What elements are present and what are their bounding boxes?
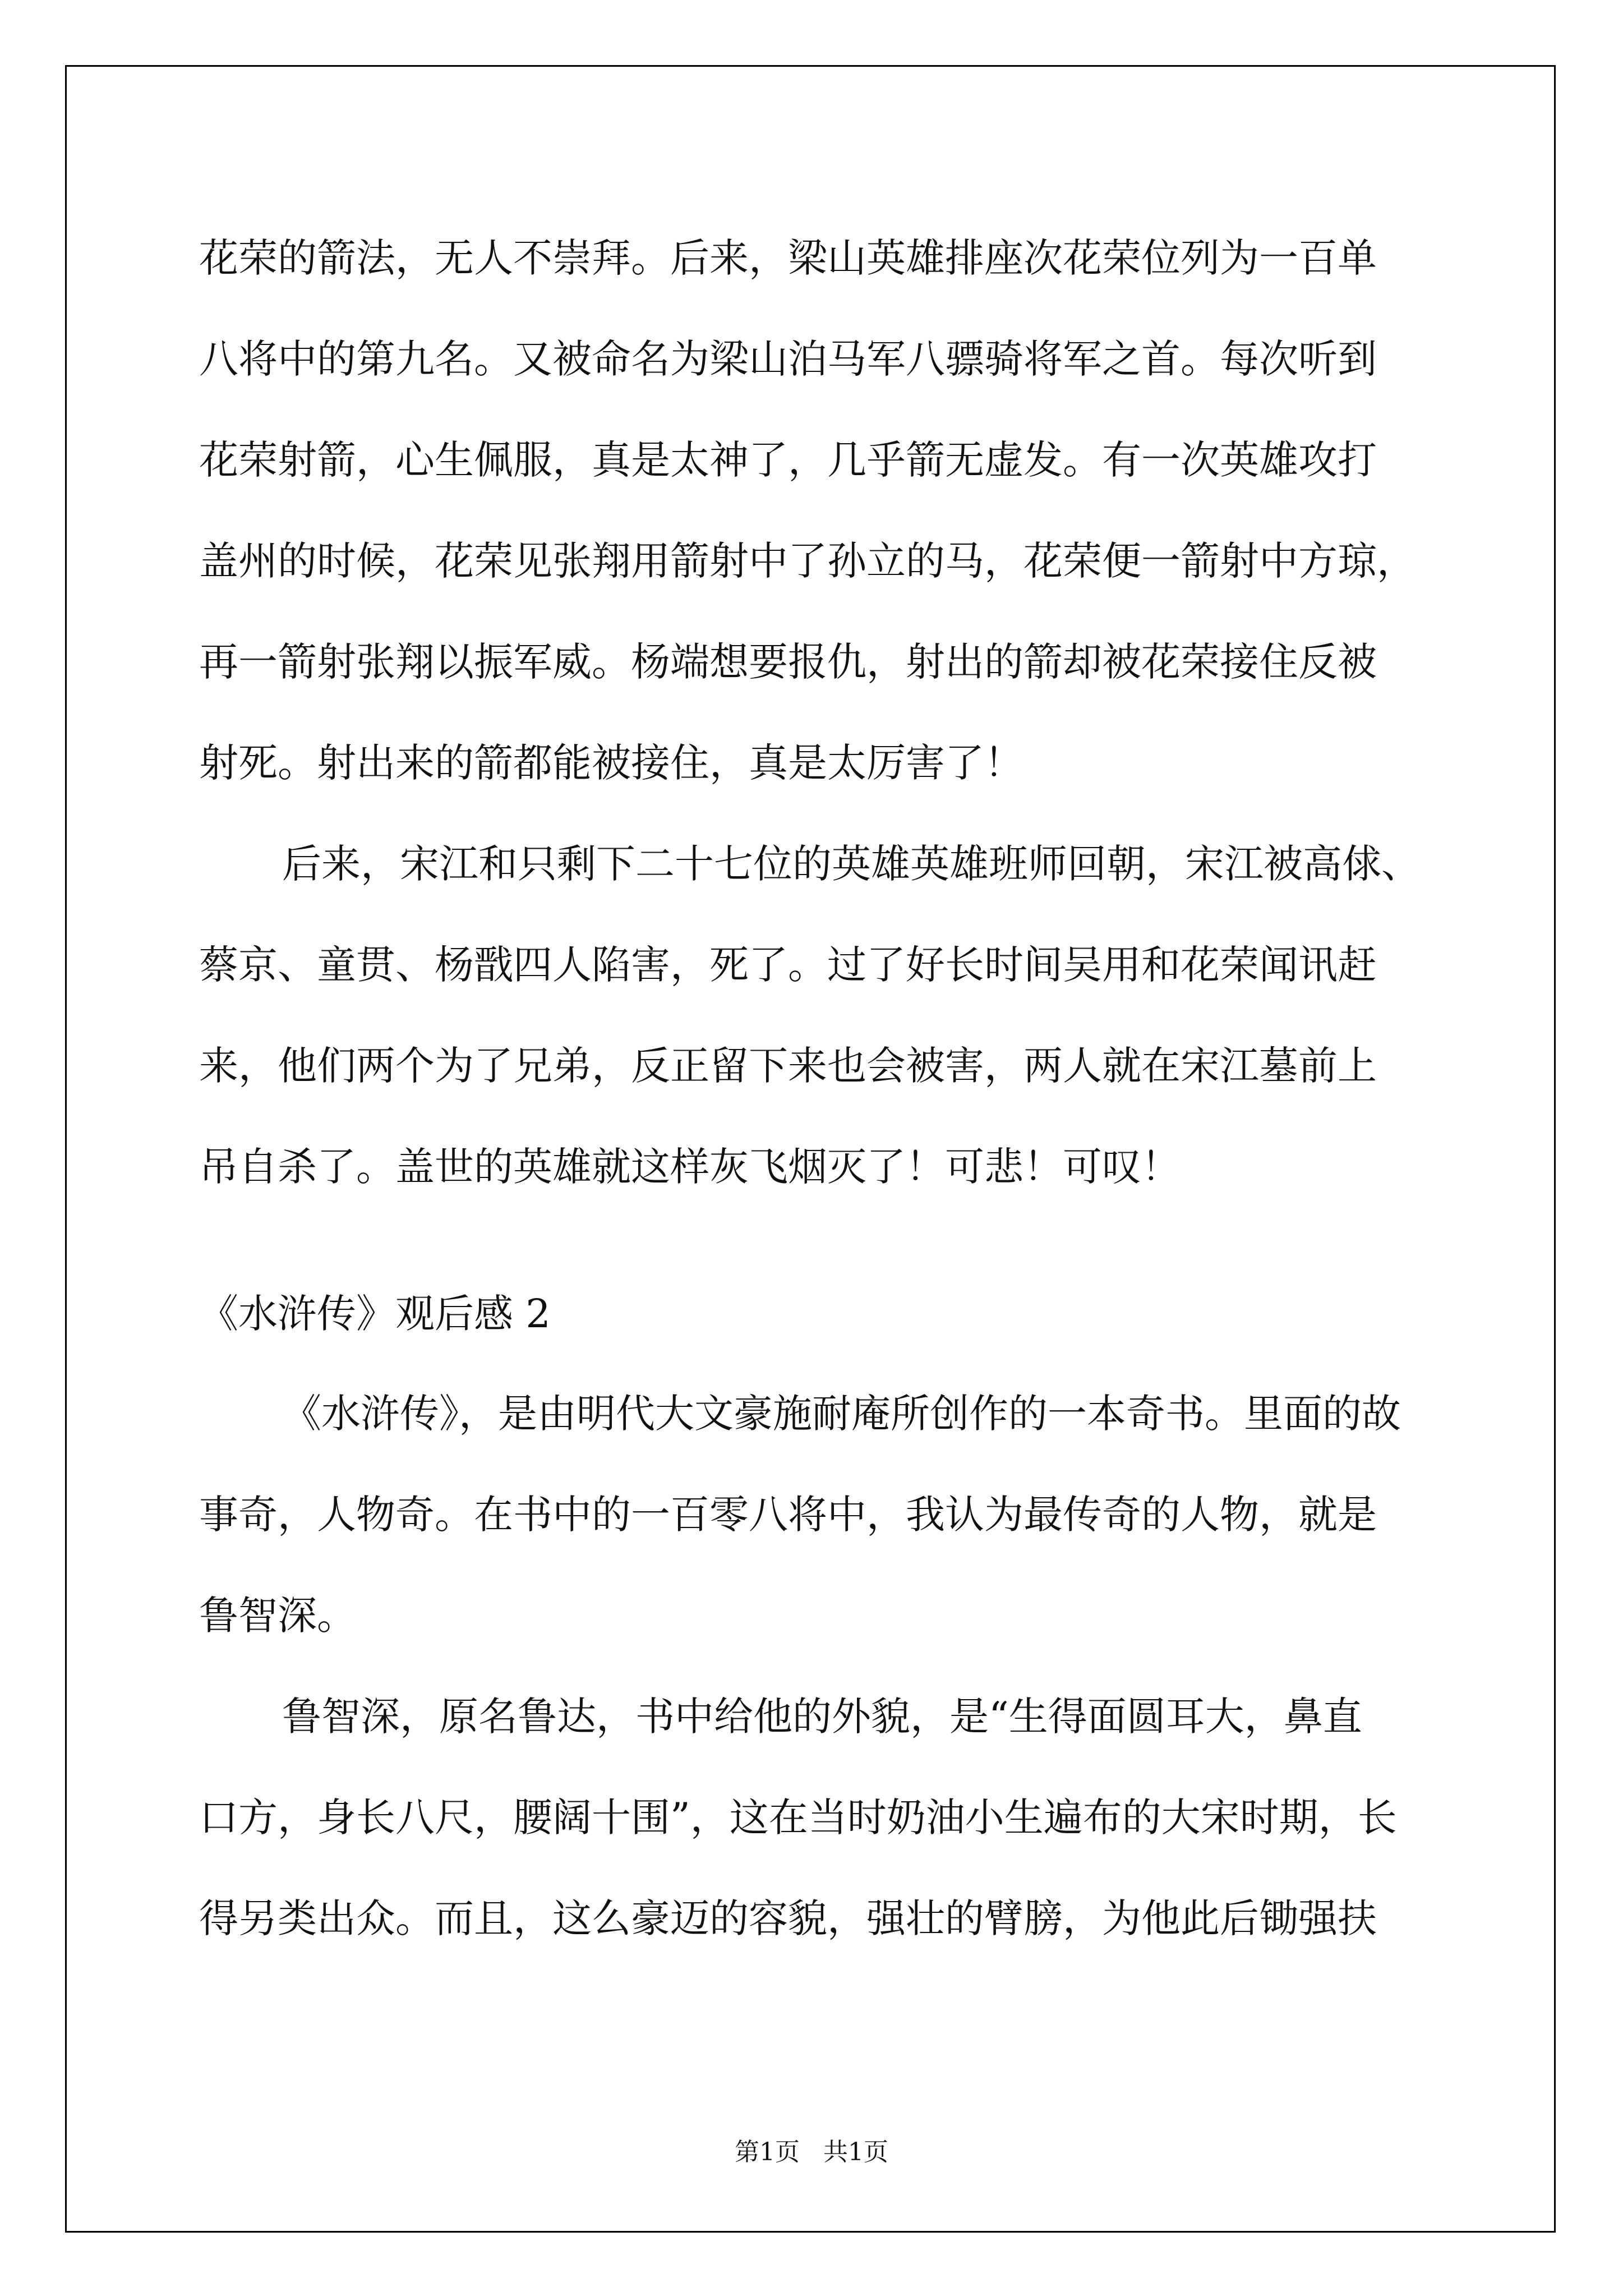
body-text-section-1 — [199, 208, 1438, 1217]
text-line: 再一箭射张翔以振军威。杨端想要报仇，射出的箭却被花荣接住反被 — [199, 639, 1377, 685]
text-line: 射死。射出来的箭都能被接住，真是太厉害了！ — [199, 740, 1023, 786]
text-line: 蔡京、童贯、杨戬四人陷害，死了。过了好长时间吴用和花荣闻讯赶 — [199, 942, 1377, 988]
text-line: 来，他们两个为了兄弟，反正留下来也会被害，两人就在宋江墓前上 — [199, 1043, 1377, 1089]
text-line: 鲁智深，原名鲁达，书中给他的外貌，是“生得面圆耳大，鼻直 — [282, 1694, 1362, 1740]
text-line: 花荣的箭法，无人不崇拜。后来，梁山英雄排座次花荣位列为一百单 — [199, 235, 1377, 281]
body-text-section-2 — [199, 1363, 1438, 1969]
text-line: 花荣射箭，心生佩服，真是太神了，几乎箭无虚发。有一次英雄攻打 — [199, 437, 1377, 483]
text-line: 盖州的时候，花荣见张翔用箭射中了孙立的马，花荣便一箭射中方琼， — [199, 538, 1416, 584]
text-line: 口方，身长八尺，腰阔十围”，这在当时奶油小生遍布的大宋时期，长 — [199, 1795, 1397, 1841]
text-line: 《水浒传》，是由明代大文豪施耐庵所创作的一本奇书。里面的故 — [282, 1391, 1401, 1437]
text-line: 事奇，人物奇。在书中的一百零八将中，我认为最传奇的人物，就是 — [199, 1492, 1377, 1538]
section-title: 《水浒传》观后感 2 — [199, 1291, 551, 1337]
text-line: 八将中的第九名。又被命名为梁山泊马军八骠骑将军之首。每次听到 — [199, 336, 1377, 382]
page-footer: 第1页 共1页 — [735, 2138, 888, 2166]
text-line: 鲁智深。 — [199, 1593, 356, 1639]
text-line: 得另类出众。而且，这么豪迈的容貌，强壮的臂膀，为他此后锄强扶 — [199, 1895, 1377, 1941]
text-line: 后来，宋江和只剩下二十七位的英雄英雄班师回朝，宋江被高俅、 — [282, 841, 1421, 887]
text-line: 吊自杀了。盖世的英雄就这样灰飞烟灭了！可悲！可叹！ — [199, 1144, 1181, 1190]
